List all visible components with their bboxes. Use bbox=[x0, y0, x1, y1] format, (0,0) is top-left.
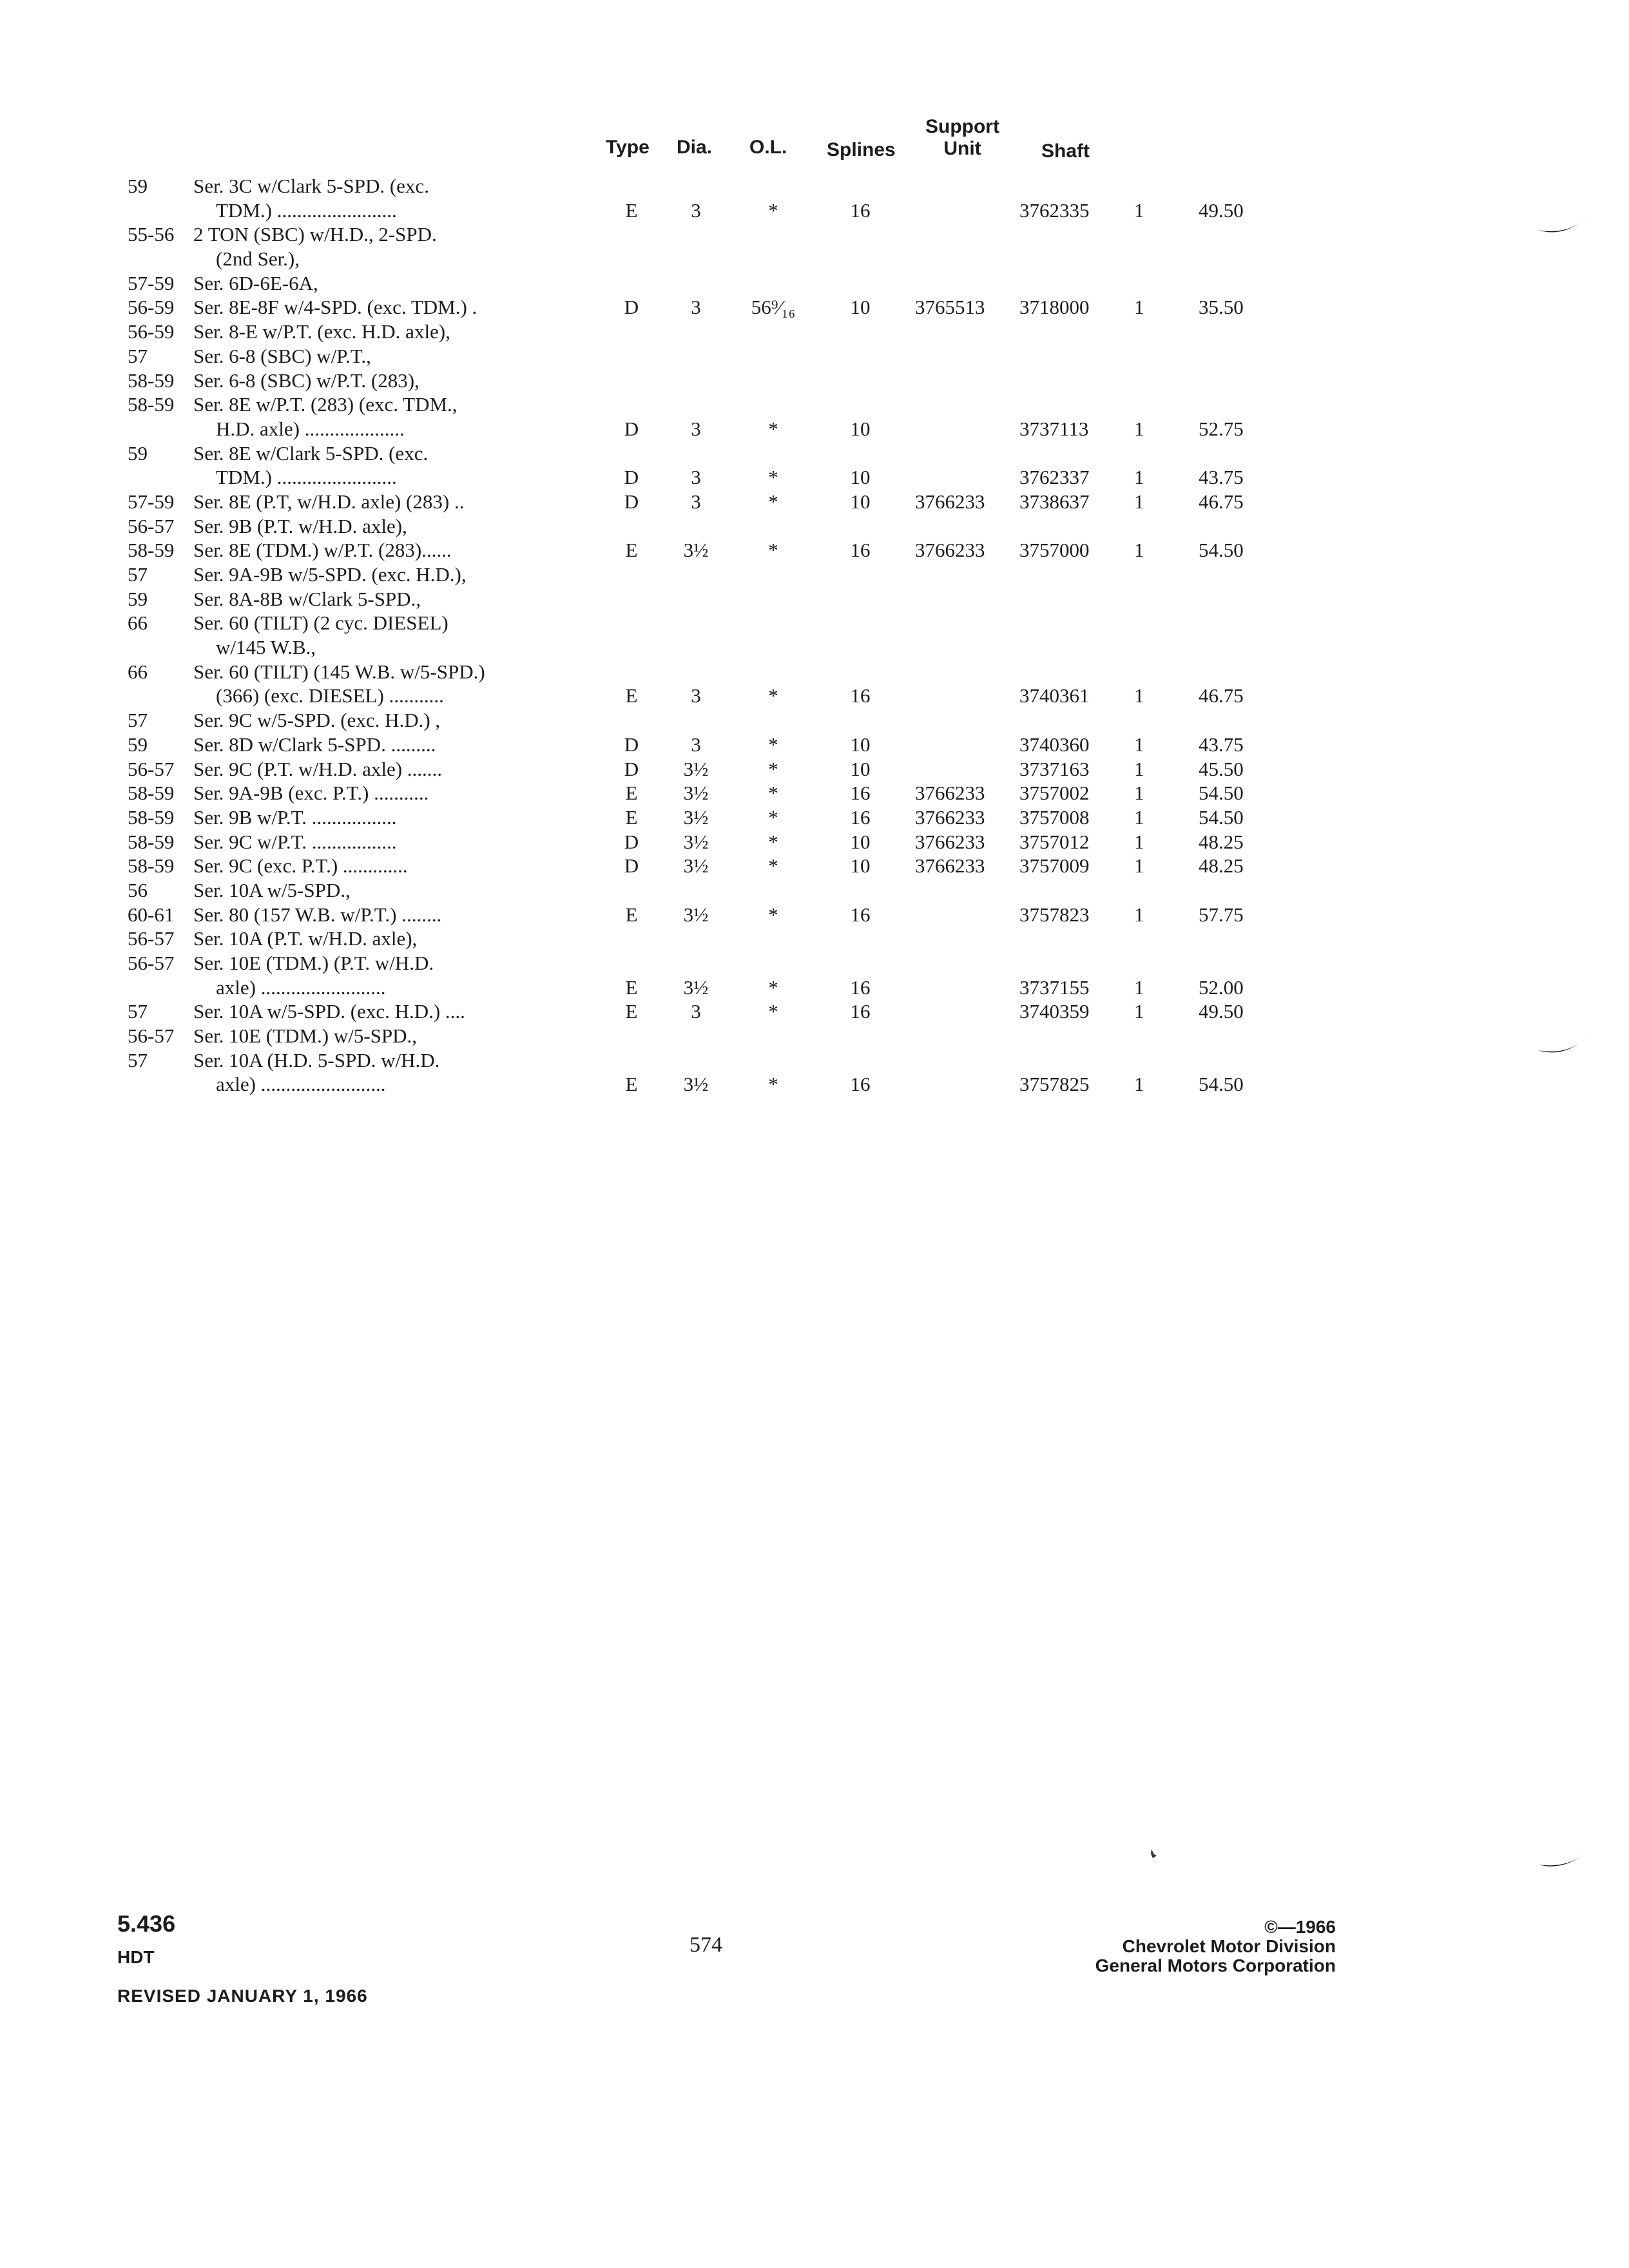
splines-cell: 10 bbox=[850, 854, 871, 878]
year-cell: 56-57 bbox=[128, 1024, 175, 1048]
overall-length-cell: * bbox=[768, 417, 778, 440]
shaft-number-cell: 3740360 bbox=[1019, 733, 1090, 756]
binder-hole-mark-bottom bbox=[1537, 1843, 1588, 1875]
year-cell: 60-61 bbox=[128, 903, 175, 926]
copyright: ©—1966 bbox=[1264, 1917, 1336, 1937]
table-row bbox=[0, 562, 1629, 587]
shaft-number-cell: 3757000 bbox=[1019, 539, 1090, 562]
shaft-number-cell: 3757008 bbox=[1019, 805, 1090, 829]
price-cell: 43.75 bbox=[1199, 733, 1244, 756]
splines-cell: 10 bbox=[850, 296, 871, 319]
type-cell: D bbox=[624, 757, 639, 780]
description-cell: Ser. 10A w/5-SPD. (exc. H.D.) .... bbox=[193, 1000, 465, 1023]
shaft-number-cell: 3737113 bbox=[1019, 417, 1089, 440]
description-cell: axle) ......................... bbox=[216, 975, 386, 999]
table-row bbox=[0, 490, 1629, 514]
year-cell: 56-59 bbox=[128, 296, 175, 319]
description-cell: TDM.) ........................ bbox=[216, 198, 397, 222]
price-cell: 48.25 bbox=[1199, 830, 1244, 853]
overall-length-cell: * bbox=[768, 684, 778, 707]
parts-table bbox=[0, 174, 1629, 1097]
binder-hole-mark-top bbox=[1537, 209, 1588, 242]
header-dia: Dia. bbox=[677, 137, 713, 158]
overall-length-cell: * bbox=[768, 805, 778, 829]
table-row bbox=[0, 1024, 1629, 1048]
description-cell: axle) ......................... bbox=[216, 1073, 386, 1096]
diameter-cell: 3 bbox=[691, 733, 701, 756]
quantity-cell: 1 bbox=[1134, 490, 1144, 513]
support-unit-cell: 3766233 bbox=[915, 782, 985, 805]
support-unit-cell: 3766233 bbox=[915, 854, 985, 878]
type-cell: D bbox=[624, 296, 639, 319]
overall-length-cell: * bbox=[768, 490, 778, 513]
description-cell: Ser. 10A (P.T. w/H.D. axle), bbox=[193, 927, 418, 950]
quantity-cell: 1 bbox=[1134, 684, 1144, 707]
price-cell: 54.50 bbox=[1199, 539, 1244, 562]
section-code: HDT bbox=[117, 1947, 155, 1967]
shaft-number-cell: 3762335 bbox=[1019, 198, 1090, 222]
overall-length-cell: * bbox=[768, 757, 778, 780]
description-cell: Ser. 9A-9B (exc. P.T.) ........... bbox=[193, 782, 429, 805]
table-row bbox=[0, 1048, 1629, 1073]
description-cell: (2nd Ser.), bbox=[216, 247, 300, 271]
quantity-cell: 1 bbox=[1134, 782, 1144, 805]
price-cell: 45.50 bbox=[1199, 757, 1244, 780]
description-cell: (366) (exc. DIESEL) ........... bbox=[216, 684, 444, 707]
year-cell: 57 bbox=[128, 709, 148, 732]
description-cell: Ser. 9C w/5-SPD. (exc. H.D.) , bbox=[193, 709, 441, 732]
shaft-number-cell: 3740361 bbox=[1019, 684, 1090, 707]
diameter-cell: 3 bbox=[691, 490, 701, 513]
year-cell: 66 bbox=[128, 611, 148, 635]
description-cell: w/145 W.B., bbox=[216, 636, 316, 659]
table-row bbox=[0, 903, 1629, 927]
shaft-number-cell: 3718000 bbox=[1019, 296, 1090, 319]
type-cell: D bbox=[624, 466, 639, 489]
table-row bbox=[0, 247, 1629, 271]
diameter-cell: 3 bbox=[691, 684, 701, 707]
table-row bbox=[0, 320, 1629, 344]
table-row bbox=[0, 781, 1629, 805]
shaft-number-cell: 3740359 bbox=[1019, 1000, 1090, 1023]
table-row bbox=[0, 660, 1629, 684]
quantity-cell: 1 bbox=[1134, 830, 1144, 853]
year-cell: 56-57 bbox=[128, 952, 175, 974]
price-cell: 52.75 bbox=[1199, 417, 1244, 440]
type-cell: E bbox=[625, 539, 638, 562]
shaft-number-cell: 3737163 bbox=[1019, 757, 1090, 780]
support-unit-cell: 3766233 bbox=[915, 805, 985, 829]
splines-cell: 10 bbox=[850, 830, 871, 853]
quantity-cell: 1 bbox=[1134, 975, 1144, 999]
type-cell: E bbox=[625, 198, 638, 222]
year-cell: 66 bbox=[128, 660, 148, 683]
table-row bbox=[0, 999, 1629, 1024]
year-cell: 57 bbox=[128, 1000, 148, 1023]
year-cell: 58-59 bbox=[128, 393, 175, 416]
shaft-number-cell: 3757825 bbox=[1019, 1073, 1090, 1096]
year-cell: 56-57 bbox=[128, 757, 175, 780]
year-cell: 58-59 bbox=[128, 782, 175, 805]
price-cell: 49.50 bbox=[1199, 198, 1244, 222]
quantity-cell: 1 bbox=[1134, 539, 1144, 562]
price-cell: 46.75 bbox=[1199, 490, 1244, 513]
table-row bbox=[0, 514, 1629, 539]
year-cell: 58-59 bbox=[128, 539, 175, 562]
header-ol: O.L. bbox=[749, 137, 787, 158]
price-cell: 48.25 bbox=[1199, 854, 1244, 878]
shaft-number-cell: 3757002 bbox=[1019, 782, 1090, 805]
year-cell: 59 bbox=[128, 733, 148, 756]
type-cell: D bbox=[624, 490, 639, 513]
table-row bbox=[0, 951, 1629, 975]
table-row bbox=[0, 854, 1629, 878]
description-cell: Ser. 8E w/Clark 5-SPD. (exc. bbox=[193, 441, 429, 465]
description-cell: 2 TON (SBC) w/H.D., 2-SPD. bbox=[193, 223, 437, 246]
description-cell: Ser. 8A-8B w/Clark 5-SPD., bbox=[193, 587, 421, 610]
year-cell: 58-59 bbox=[128, 805, 175, 829]
splines-cell: 16 bbox=[850, 198, 871, 222]
table-row bbox=[0, 295, 1629, 320]
price-cell: 46.75 bbox=[1199, 684, 1244, 707]
type-cell: E bbox=[625, 782, 638, 805]
table-row bbox=[0, 927, 1629, 951]
diameter-cell: 3 bbox=[691, 296, 701, 319]
splines-cell: 16 bbox=[850, 1073, 871, 1096]
quantity-cell: 1 bbox=[1134, 1073, 1144, 1096]
overall-length-cell: * bbox=[768, 733, 778, 756]
description-cell: Ser. 9B w/P.T. ................. bbox=[193, 805, 397, 829]
header-splines: Splines bbox=[827, 139, 896, 160]
splines-cell: 16 bbox=[850, 782, 871, 805]
year-cell: 56 bbox=[128, 878, 148, 901]
overall-length-cell: * bbox=[768, 539, 778, 562]
table-row bbox=[0, 271, 1629, 296]
year-cell: 58-59 bbox=[128, 830, 175, 853]
description-cell: Ser. 8E-8F w/4-SPD. (exc. TDM.) . bbox=[193, 296, 477, 319]
table-row bbox=[0, 733, 1629, 757]
description-cell: Ser. 10E (TDM.) (P.T. w/H.D. bbox=[193, 952, 434, 974]
table-row bbox=[0, 344, 1629, 369]
description-cell: Ser. 9C (P.T. w/H.D. axle) ....... bbox=[193, 757, 443, 780]
description-cell: Ser. 9C w/P.T. ................. bbox=[193, 830, 397, 853]
year-cell: 57-59 bbox=[128, 490, 175, 513]
quantity-cell: 1 bbox=[1134, 733, 1144, 756]
table-row bbox=[0, 635, 1629, 660]
table-row bbox=[0, 465, 1629, 490]
year-cell: 56-57 bbox=[128, 514, 175, 537]
table-row bbox=[0, 417, 1629, 441]
type-cell: E bbox=[625, 903, 638, 926]
type-cell: D bbox=[624, 733, 639, 756]
year-cell: 59 bbox=[128, 587, 148, 610]
revision-date: REVISED JANUARY 1, 1966 bbox=[117, 1986, 368, 2006]
shaft-number-cell: 3738637 bbox=[1019, 490, 1090, 513]
table-row bbox=[0, 174, 1629, 198]
division-name: Chevrolet Motor Division bbox=[1122, 1936, 1336, 1956]
quantity-cell: 1 bbox=[1134, 1000, 1144, 1023]
splines-cell: 16 bbox=[850, 805, 871, 829]
table-row bbox=[0, 538, 1629, 562]
quantity-cell: 1 bbox=[1134, 903, 1144, 926]
table-row bbox=[0, 587, 1629, 611]
header-support-line1: Support bbox=[925, 116, 999, 137]
price-cell: 54.50 bbox=[1199, 805, 1244, 829]
year-cell: 59 bbox=[128, 175, 148, 197]
table-row bbox=[0, 805, 1629, 830]
description-cell: H.D. axle) .................... bbox=[216, 417, 405, 440]
splines-cell: 10 bbox=[850, 733, 871, 756]
ink-speck bbox=[1149, 1848, 1158, 1860]
shaft-number-cell: 3757009 bbox=[1019, 854, 1090, 878]
splines-cell: 16 bbox=[850, 975, 871, 999]
description-cell: Ser. 9A-9B w/5-SPD. (exc. H.D.), bbox=[193, 563, 467, 586]
table-row bbox=[0, 878, 1629, 903]
quantity-cell: 1 bbox=[1134, 417, 1144, 440]
description-cell: TDM.) ........................ bbox=[216, 466, 397, 489]
description-cell: Ser. 60 (TILT) (2 cyc. DIESEL) bbox=[193, 611, 448, 635]
type-cell: E bbox=[625, 1000, 638, 1023]
year-cell: 57 bbox=[128, 344, 148, 367]
description-cell: Ser. 6-8 (SBC) w/P.T. (283), bbox=[193, 369, 419, 392]
overall-length-cell: * bbox=[768, 1073, 778, 1096]
table-row bbox=[0, 611, 1629, 635]
support-unit-cell: 3766233 bbox=[915, 539, 985, 562]
diameter-cell: 3½ bbox=[683, 757, 709, 780]
price-cell: 54.50 bbox=[1199, 782, 1244, 805]
quantity-cell: 1 bbox=[1134, 466, 1144, 489]
support-unit-cell: 3766233 bbox=[915, 830, 985, 853]
shaft-number-cell: 3737155 bbox=[1019, 975, 1090, 999]
quantity-cell: 1 bbox=[1134, 805, 1144, 829]
corporation-name: General Motors Corporation bbox=[1095, 1956, 1336, 1975]
table-row bbox=[0, 830, 1629, 854]
type-cell: D bbox=[624, 830, 639, 853]
splines-cell: 16 bbox=[850, 1000, 871, 1023]
support-unit-cell: 3766233 bbox=[915, 490, 985, 513]
overall-length-cell: * bbox=[768, 1000, 778, 1023]
description-cell: Ser. 8E w/P.T. (283) (exc. TDM., bbox=[193, 393, 458, 416]
description-cell: Ser. 8-E w/P.T. (exc. H.D. axle), bbox=[193, 320, 450, 343]
diameter-cell: 3½ bbox=[683, 539, 709, 562]
type-cell: E bbox=[625, 975, 638, 999]
diameter-cell: 3½ bbox=[683, 975, 709, 999]
section-number: 5.436 bbox=[117, 1910, 176, 1937]
header-support-unit bbox=[925, 116, 999, 160]
overall-length-cell: * bbox=[768, 975, 778, 999]
description-cell: Ser. 8E (TDM.) w/P.T. (283)...... bbox=[193, 539, 452, 562]
table-row bbox=[0, 441, 1629, 466]
header-type: Type bbox=[606, 137, 650, 158]
price-cell: 54.50 bbox=[1199, 1073, 1244, 1096]
description-cell: Ser. 10A w/5-SPD., bbox=[193, 878, 351, 901]
year-cell: 58-59 bbox=[128, 369, 175, 392]
diameter-cell: 3½ bbox=[683, 830, 709, 853]
price-cell: 49.50 bbox=[1199, 1000, 1244, 1023]
price-cell: 52.00 bbox=[1199, 975, 1244, 999]
splines-cell: 16 bbox=[850, 903, 871, 926]
diameter-cell: 3 bbox=[691, 466, 701, 489]
quantity-cell: 1 bbox=[1134, 198, 1144, 222]
type-cell: E bbox=[625, 1073, 638, 1096]
description-cell: Ser. 6-8 (SBC) w/P.T., bbox=[193, 344, 371, 367]
description-cell: Ser. 8E (P.T, w/H.D. axle) (283) .. bbox=[193, 490, 465, 513]
diameter-cell: 3½ bbox=[683, 854, 709, 878]
overall-length-cell: * bbox=[768, 198, 778, 222]
description-cell: Ser. 80 (157 W.B. w/P.T.) ........ bbox=[193, 903, 442, 926]
type-cell: E bbox=[625, 684, 638, 707]
type-cell: D bbox=[624, 417, 639, 440]
year-cell: 56-57 bbox=[128, 927, 175, 950]
shaft-number-cell: 3757823 bbox=[1019, 903, 1090, 926]
description-cell: Ser. 9C (exc. P.T.) ............. bbox=[193, 854, 408, 878]
binder-hole-mark-middle bbox=[1537, 1031, 1588, 1063]
overall-length-cell: * bbox=[768, 903, 778, 926]
table-row bbox=[0, 757, 1629, 782]
description-cell: Ser. 10E (TDM.) w/5-SPD., bbox=[193, 1024, 418, 1048]
year-cell: 55-56 bbox=[128, 223, 175, 246]
support-unit-cell: 3765513 bbox=[915, 296, 985, 319]
year-cell: 57 bbox=[128, 1048, 148, 1072]
table-row bbox=[0, 684, 1629, 708]
description-cell: Ser. 60 (TILT) (145 W.B. w/5-SPD.) bbox=[193, 660, 485, 683]
year-cell: 57 bbox=[128, 563, 148, 586]
description-cell: Ser. 10A (H.D. 5-SPD. w/H.D. bbox=[193, 1048, 440, 1072]
table-row bbox=[0, 198, 1629, 223]
shaft-number-cell: 3762337 bbox=[1019, 466, 1090, 489]
overall-length-cell: * bbox=[768, 466, 778, 489]
header-support-line2: Unit bbox=[943, 138, 981, 159]
quantity-cell: 1 bbox=[1134, 854, 1144, 878]
description-cell: Ser. 8D w/Clark 5-SPD. ......... bbox=[193, 733, 436, 756]
year-cell: 58-59 bbox=[128, 854, 175, 878]
type-cell: E bbox=[625, 805, 638, 829]
header-shaft: Shaft bbox=[1041, 140, 1090, 162]
quantity-cell: 1 bbox=[1134, 296, 1144, 319]
diameter-cell: 3½ bbox=[683, 1073, 709, 1096]
overall-length-cell: * bbox=[768, 782, 778, 805]
diameter-cell: 3 bbox=[691, 198, 701, 222]
description-cell: Ser. 9B (P.T. w/H.D. axle), bbox=[193, 514, 407, 537]
diameter-cell: 3 bbox=[691, 1000, 701, 1023]
diameter-cell: 3½ bbox=[683, 805, 709, 829]
year-cell: 59 bbox=[128, 441, 148, 465]
price-cell: 35.50 bbox=[1199, 296, 1244, 319]
overall-length-cell: * bbox=[768, 854, 778, 878]
table-row bbox=[0, 222, 1629, 247]
table-row bbox=[0, 369, 1629, 393]
splines-cell: 16 bbox=[850, 539, 871, 562]
type-cell: D bbox=[624, 854, 639, 878]
shaft-number-cell: 3757012 bbox=[1019, 830, 1090, 853]
splines-cell: 10 bbox=[850, 417, 871, 440]
price-cell: 43.75 bbox=[1199, 466, 1244, 489]
year-cell: 56-59 bbox=[128, 320, 175, 343]
table-row bbox=[0, 708, 1629, 733]
splines-cell: 16 bbox=[850, 684, 871, 707]
price-cell: 57.75 bbox=[1199, 903, 1244, 926]
overall-length-cell: * bbox=[768, 830, 778, 853]
table-row bbox=[0, 1072, 1629, 1097]
splines-cell: 10 bbox=[850, 466, 871, 489]
table-row bbox=[0, 975, 1629, 1000]
diameter-cell: 3 bbox=[691, 417, 701, 440]
year-cell: 57-59 bbox=[128, 271, 175, 294]
quantity-cell: 1 bbox=[1134, 757, 1144, 780]
description-cell: Ser. 6D-6E-6A, bbox=[193, 271, 318, 294]
table-row bbox=[0, 392, 1629, 417]
splines-cell: 10 bbox=[850, 757, 871, 780]
page-number: 574 bbox=[689, 1933, 722, 1957]
diameter-cell: 3½ bbox=[683, 903, 709, 926]
description-cell: Ser. 3C w/Clark 5-SPD. (exc. bbox=[193, 175, 429, 197]
overall-length-cell: 56⁹⁄₁₆ bbox=[751, 296, 796, 319]
splines-cell: 10 bbox=[850, 490, 871, 513]
diameter-cell: 3½ bbox=[683, 782, 709, 805]
